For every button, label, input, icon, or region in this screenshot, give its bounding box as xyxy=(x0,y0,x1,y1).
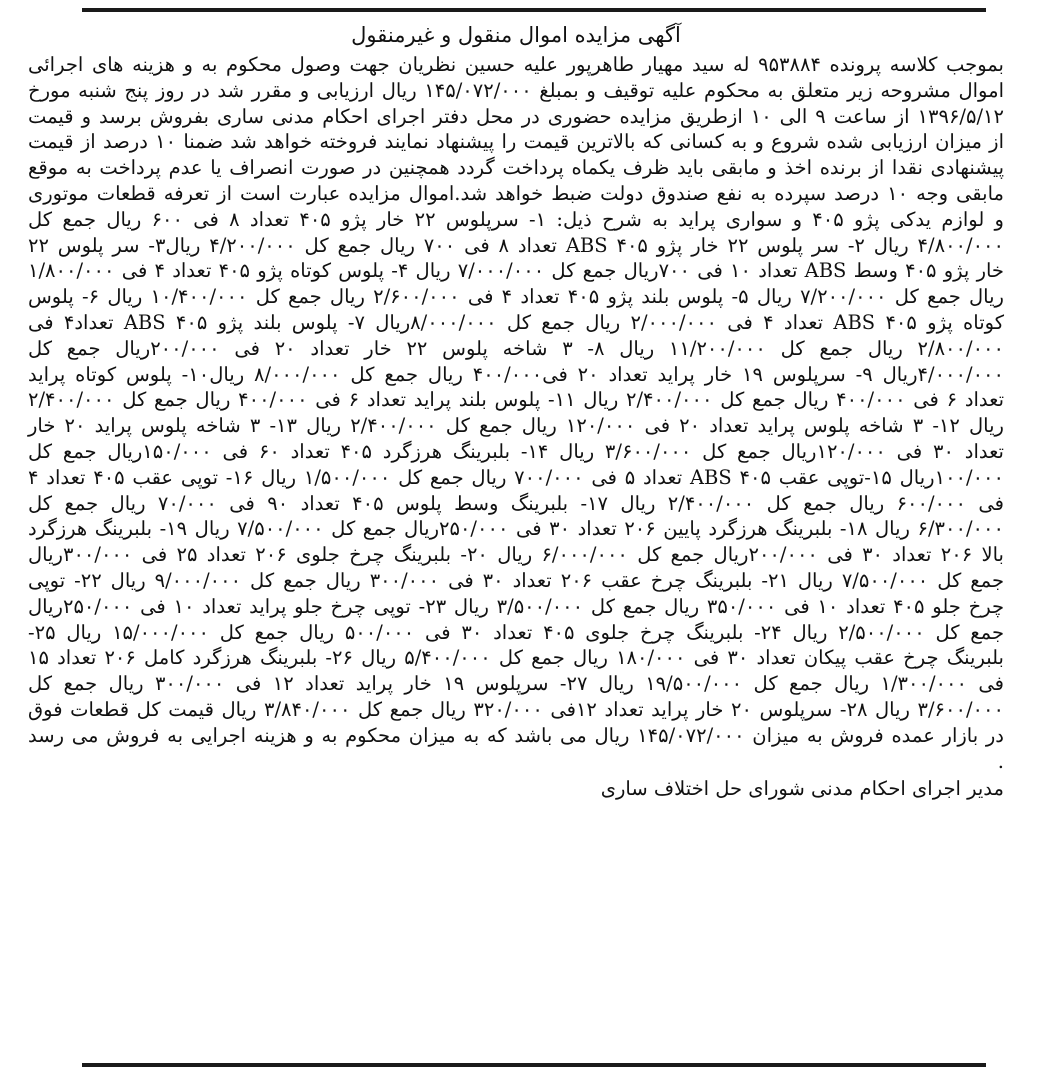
auction-notice xyxy=(28,20,1004,802)
bottom-divider xyxy=(82,1063,986,1067)
notice-title: آگهی مزایده اموال منقول و غیرمنقول xyxy=(351,23,681,47)
top-divider xyxy=(82,8,986,12)
notice-body: بموجب کلاسه پرونده ۹۵۳۸۸۴ له سید مهیار طاهرپور علیه حسین نظریان جهت وصول محکوم به و هزینه های اجرائی اموال مشروحه زیر متعلق به محکوم علیه توقیف و بمبلغ ۱۴۵/۰۷۲/۰۰۰ ریال ارزیابی و مقرر شد در روز پنج شنبه مورخ ۱۳۹۶/۵/۱۲ از ساعت ۹ الی ۱۰ ازطریق مزایده حضوری در محل دفتر اجرای احکام مدنی ساری بفروش برسد و قیمت از میزان ارزیابی شده شروع و به کسانی که بالاترین قیمت را پیشنهاد نمایند فروخته خواهد شد ضمنا ۱۰ درصد از قیمت پیشنهادی نقدا از برنده اخذ و مابقی باید ظرف یکماه پرداخت گردد همچنین در صورت انصراف یا عدم پرداخت به موقع مابقی وجه ۱۰ درصد سپرده به نفع صندوق دولت ضبط خواهد شد.اموال مزایده عبارت است از تعرفه قطعات موتوری و لوازم یدکی پژو ۴۰۵ و سواری پراید به شرح ذیل: ۱- سرپلوس ۲۲ خار پژو ۴۰۵ تعداد ۸ فی ۶۰۰ ریال جمع کل ۴/۸۰۰/۰۰۰ ریال ۲- سر پلوس ۲۲ خار پژو ۴۰۵ ABS تعداد ۸ فی ۷۰۰ ریال جمع کل ۴/۲۰۰/۰۰۰ ریال۳- سر پلوس ۲۲ خار پژو ۴۰۵ وسط ABS تعداد ۱۰ فی ۷۰۰ریال جمع کل ۷/۰۰۰/۰۰۰ ریال ۴- پلوس کوتاه پژو ۴۰۵ تعداد ۴ فی ۱/۸۰۰/۰۰۰ ریال جمع کل ۷/۲۰۰/۰۰۰ ریال ۵- پلوس بلند پژو ۴۰۵ تعداد ۴ فی ۲/۶۰۰/۰۰۰ ریال جمع کل ۱۰/۴۰۰/۰۰۰ ریال ۶- پلوس کوتاه پژو ۴۰۵ ABS تعداد ۴ فی ۲/۰۰۰/۰۰۰ ریال جمع کل ۸/۰۰۰/۰۰۰ریال ۷- پلوس بلند پژو ۴۰۵ ABS تعداد۴ فی ۲/۸۰۰/۰۰۰ ریال جمع کل ۱۱/۲۰۰/۰۰۰ ریال ۸- ۳ شاخه پلوس ۲۲ خار تعداد ۲۰ فی ۲۰۰/۰۰۰ریال جمع کل ۴/۰۰۰/۰۰۰ریال ۹- سرپلوس ۱۹ خار پراید تعداد ۲۰ فی۴۰۰/۰۰۰ ریال جمع کل ۸/۰۰۰/۰۰۰ ریال۱۰- پلوس کوتاه پراید تعداد ۶ فی ۴۰۰/۰۰۰ ریال جمع کل ۲/۴۰۰/۰۰۰ ریال ۱۱- پلوس بلند پراید تعداد ۶ فی ۴۰۰/۰۰۰ ریال جمع کل ۲/۴۰۰/۰۰۰ ریال ۱۲- ۳ شاخه پلوس پراید تعداد ۲۰ فی ۱۲۰/۰۰۰ ریال جمع کل ۲/۴۰۰/۰۰۰ ریال ۱۳- ۳ شاخه پلوس پراید ۲۰ خار تعداد ۳۰ فی ۱۲۰/۰۰۰ریال جمع کل ۳/۶۰۰/۰۰۰ ریال ۱۴- بلبرینگ هرزگرد ۴۰۵ تعداد ۶۰ فی ۱۵۰/۰۰۰ریال جمع کل ۱۰۰/۰۰۰ریال ۱۵-توپی عقب ۴۰۵ ABS تعداد ۵ فی ۷۰۰/۰۰۰ ریال جمع کل ۱/۵۰۰/۰۰۰ ریال ۱۶- توپی عقب ۴۰۵ تعداد ۴ فی ۶۰۰/۰۰۰ ریال جمع کل ۲/۴۰۰/۰۰۰ ریال ۱۷- بلبرینگ وسط پلوس ۴۰۵ تعداد ۹۰ فی ۷۰/۰۰۰ ریال جمع کل ۶/۳۰۰/۰۰۰ ریال ۱۸- بلبرینگ هرزگرد پایین ۲۰۶ تعداد ۳۰ فی ۲۵۰/۰۰۰ریال جمع کل ۷/۵۰۰/۰۰۰ ریال ۱۹- بلبرینگ هرزگرد بالا ۲۰۶ تعداد ۳۰ فی ۲۰۰/۰۰۰ریال جمع کل ۶/۰۰۰/۰۰۰ ریال ۲۰- بلبرینگ چرخ جلوی ۲۰۶ تعداد ۲۵ فی ۳۰۰/۰۰۰ریال جمع کل ۷/۵۰۰/۰۰۰ ریال ۲۱- بلبرینگ چرخ عقب ۲۰۶ تعداد ۳۰ فی ۳۰۰/۰۰۰ ریال جمع کل ۹/۰۰۰/۰۰۰ ریال ۲۲- توپی چرخ جلو ۴۰۵ تعداد ۱۰ فی ۳۵۰/۰۰۰ ریال جمع کل ۳/۵۰۰/۰۰۰ ریال ۲۳- توپی چرخ جلو پراید تعداد ۱۰ فی ۲۵۰/۰۰۰ریال جمع کل ۲/۵۰۰/۰۰۰ ریال ۲۴- بلبرینگ چرخ جلوی ۴۰۵ تعداد ۳۰ فی ۵۰۰/۰۰۰ ریال جمع کل ۱۵/۰۰۰/۰۰۰ ریال ۲۵- بلبرینگ چرخ عقب پیکان تعداد ۳۰ فی ۱۸۰/۰۰۰ ریال جمع کل ۵/۴۰۰/۰۰۰ ریال ۲۶- بلبرینگ هرزگرد کامل ۲۰۶ تعداد ۱۵ فی ۱/۳۰۰/۰۰۰ ریال جمع کل ۱۹/۵۰۰/۰۰۰ ریال ۲۷- سرپلوس ۱۹ خار پراید تعداد ۱۲ فی ۳۰۰/۰۰۰ ریال جمع کل ۳/۶۰۰/۰۰۰ ریال ۲۸- سرپلوس ۲۰ خار پراید تعداد ۱۲فی ۳۲۰/۰۰۰ ریال جمع کل ۳/۸۴۰/۰۰۰ ریال قیمت کل قطعات فوق در بازار عمده فروش به میزان ۱۴۵/۰۷۲/۰۰۰ ریال می باشد که به میزان محکوم به و هزینه اجرایی به فروش می رسد . xyxy=(28,53,1005,773)
notice-signature: مدیر اجرای احکام مدنی شورای حل اختلاف ساری xyxy=(600,777,1004,801)
